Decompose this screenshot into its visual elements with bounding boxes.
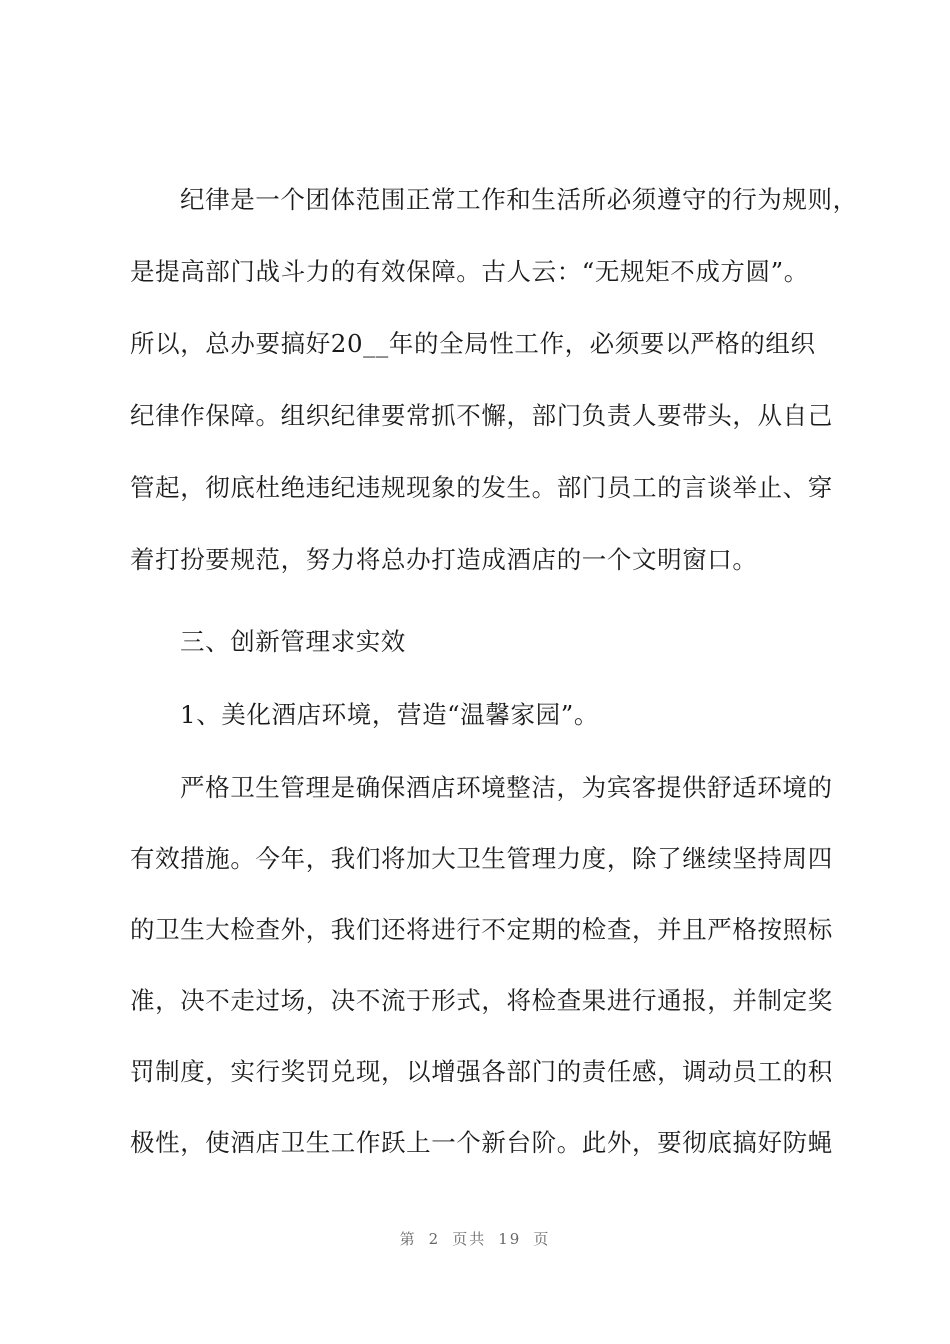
text-line: 着打扮要规范，努力将总办打造成酒店的一个文明窗口。 bbox=[130, 545, 758, 574]
text-line: 准，决不走过场，决不流于形式，将检查果进行通报，并制定奖 bbox=[130, 986, 833, 1015]
text-line: 罚制度，实行奖罚兑现，以增强各部门的责任感，调动员工的积 bbox=[130, 1057, 833, 1086]
page-number: 2 bbox=[428, 1230, 441, 1248]
text-line: 所以，总办要搞好20__年的全局性工作，必须要以严格的组织 bbox=[130, 329, 816, 358]
section-heading: 三、创新管理求实效 bbox=[180, 627, 406, 656]
subsection-heading: 1、美化酒店环境，营造“温馨家园”。 bbox=[180, 700, 599, 729]
text-line: 纪律作保障。组织纪律要常抓不懈，部门负责人要带头，从自己 bbox=[130, 401, 833, 430]
text-line: 管起，彻底杜绝违纪违规现象的发生。部门员工的言谈举止、穿 bbox=[130, 473, 833, 502]
text-line: 有效措施。今年，我们将加大卫生管理力度，除了继续坚持周四 bbox=[130, 844, 833, 873]
text-line: 严格卫生管理是确保酒店环境整洁，为宾客提供舒适环境的 bbox=[180, 773, 833, 802]
text-line: 极性，使酒店卫生工作跃上一个新台阶。此外，要彻底搞好防蝇 bbox=[130, 1128, 833, 1157]
footer-suffix: 页 bbox=[533, 1230, 551, 1248]
text-line: 的卫生大检查外，我们还将进行不定期的检查，并且严格按照标 bbox=[130, 915, 833, 944]
page-footer bbox=[0, 1228, 950, 1249]
footer-middle: 页共 bbox=[452, 1230, 487, 1248]
text-line: 是提高部门战斗力的有效保障。古人云：“无规矩不成方圆”。 bbox=[130, 257, 809, 286]
text-line: 纪律是一个团体范围正常工作和生活所必须遵守的行为规则， bbox=[180, 185, 858, 214]
footer-prefix: 第 bbox=[399, 1230, 417, 1248]
total-pages: 19 bbox=[498, 1230, 522, 1248]
